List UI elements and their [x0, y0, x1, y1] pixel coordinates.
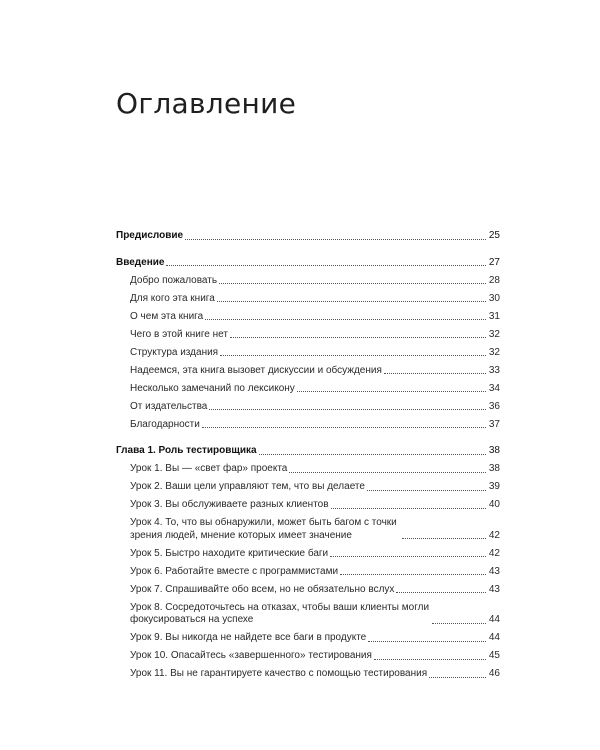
dot-leader [331, 508, 486, 509]
dot-leader [384, 373, 486, 374]
toc-subentry[interactable] [116, 463, 500, 476]
toc-entry-label: Урок 3. Вы обслуживаете разных клиентов [130, 499, 329, 510]
dot-leader [429, 677, 486, 678]
toc-entry-intro[interactable] [116, 257, 500, 270]
dot-leader [330, 556, 486, 557]
toc-section-chapter-1 [116, 445, 500, 681]
toc-entry-page: 31 [488, 310, 500, 322]
toc-entry-chapter-1[interactable] [116, 445, 500, 458]
toc-entry-label: Надеемся, эта книга вызовет дискуссии и обсуждения [130, 364, 382, 376]
dot-leader [185, 239, 486, 240]
toc-entry-label: Добро пожаловать [130, 274, 218, 286]
toc-entry-page: 36 [488, 400, 500, 412]
dot-leader [367, 490, 486, 491]
toc-subentry[interactable] [116, 668, 500, 681]
toc-entry-label: Урок 9. Вы никогда не найдете все баги в продукте [130, 632, 367, 643]
toc-entry-label: Чего в этой книге нет [130, 328, 228, 340]
table-of-contents [116, 230, 500, 686]
dot-leader [202, 427, 486, 428]
toc-subentry[interactable] [116, 383, 500, 396]
toc-entry-label: Урок 1. Вы — «свет фар» проекта [130, 463, 288, 474]
dot-leader [374, 659, 486, 660]
toc-entry-label: Структура издания [130, 346, 219, 358]
toc-entry-page: 32 [488, 346, 500, 358]
toc-entry-page: 39 [488, 481, 500, 492]
toc-entry-page: 37 [488, 418, 500, 430]
toc-entry-label: Урок 5. Быстро находите критические баги [130, 547, 329, 559]
toc-entry-page: 42 [488, 529, 500, 541]
toc-entry-label: Урок 10. Опасайтесь «завершенного» тестирования [130, 650, 372, 661]
toc-subentry[interactable] [116, 481, 500, 494]
toc-subentry[interactable] [116, 566, 500, 579]
toc-entry-label: О чем эта книга [130, 310, 204, 322]
toc-entry-page: 25 [488, 230, 500, 241]
toc-entry-page: 33 [488, 364, 500, 376]
toc-entry-page: 42 [488, 547, 500, 559]
toc-entry-label: Благодарности [130, 418, 200, 430]
dot-leader [166, 265, 486, 266]
dot-leader [289, 472, 486, 473]
toc-entry-page: 45 [488, 650, 500, 661]
toc-entry-page: 44 [488, 632, 500, 643]
dot-leader [340, 574, 486, 575]
toc-entry-label: Введение [116, 256, 165, 268]
toc-entry-page: 34 [488, 382, 500, 394]
toc-subentry[interactable] [116, 632, 500, 645]
toc-entry-page: 40 [488, 499, 500, 510]
toc-entry-page: 30 [488, 292, 500, 304]
dot-leader [230, 337, 486, 338]
toc-entry-page: 27 [488, 256, 500, 268]
toc-subentry[interactable] [116, 401, 500, 414]
toc-entry-page: 32 [488, 328, 500, 340]
toc-entry-label: От издательства [130, 400, 208, 412]
dot-leader [209, 409, 486, 410]
dot-leader [217, 301, 486, 302]
toc-section-preface [116, 230, 500, 243]
toc-subentry[interactable] [116, 419, 500, 432]
toc-entry-label: Несколько замечаний по лексикону [130, 382, 295, 394]
toc-subentry[interactable] [116, 293, 500, 306]
toc-entry-page: 44 [488, 614, 500, 625]
toc-entry-page: 38 [488, 445, 500, 456]
toc-entry-page: 43 [488, 565, 500, 577]
toc-entry-label: Для кого эта книга [130, 292, 215, 304]
toc-entry-page: 46 [488, 668, 500, 679]
dot-leader [220, 355, 486, 356]
dot-leader [205, 319, 486, 320]
toc-subentry[interactable] [116, 517, 500, 542]
toc-subentry[interactable] [116, 275, 500, 288]
toc-subentry[interactable] [116, 499, 500, 512]
toc-subentry[interactable] [116, 602, 500, 627]
toc-entry-page: 28 [488, 274, 500, 286]
toc-subentry[interactable] [116, 365, 500, 378]
dot-leader [402, 538, 486, 539]
dot-leader [368, 641, 486, 642]
toc-entry-preface[interactable] [116, 230, 500, 243]
toc-section-intro [116, 257, 500, 432]
page-title: Оглавление [116, 87, 297, 120]
toc-entry-label: Урок 6. Работайте вместе с программистами [130, 565, 339, 577]
toc-entry-label: Урок 8. Сосредоточьтесь на отказах, чтобы ваши клиенты могли фокусироваться на успехе [130, 601, 430, 625]
toc-entry-label: Урок 2. Ваши цели управляют тем, что вы делаете [130, 481, 365, 492]
dot-leader [219, 283, 486, 284]
toc-subentry[interactable] [116, 650, 500, 663]
toc-subentry[interactable] [116, 548, 500, 561]
toc-entry-page: 43 [488, 583, 500, 595]
toc-entry-page: 38 [488, 463, 500, 474]
toc-subentry[interactable] [116, 347, 500, 360]
toc-entry-label: Урок 11. Вы не гарантируете качество с помощью тестирования [130, 668, 428, 679]
toc-entry-label: Урок 7. Спрашивайте обо всем, но не обязательно вслух [130, 583, 395, 595]
toc-subentry[interactable] [116, 329, 500, 342]
toc-subentry[interactable] [116, 311, 500, 324]
dot-leader [297, 391, 486, 392]
toc-subentry[interactable] [116, 584, 500, 597]
dot-leader [432, 623, 486, 624]
toc-entry-label: Предисловие [116, 230, 184, 241]
dot-leader [259, 454, 486, 455]
toc-entry-label: Глава 1. Роль тестировщика [116, 445, 257, 456]
dot-leader [396, 592, 486, 593]
toc-entry-label: Урок 4. То, что вы обнаружили, может быть багом с точки зрения людей, мнение которых имеет значение [130, 517, 397, 541]
